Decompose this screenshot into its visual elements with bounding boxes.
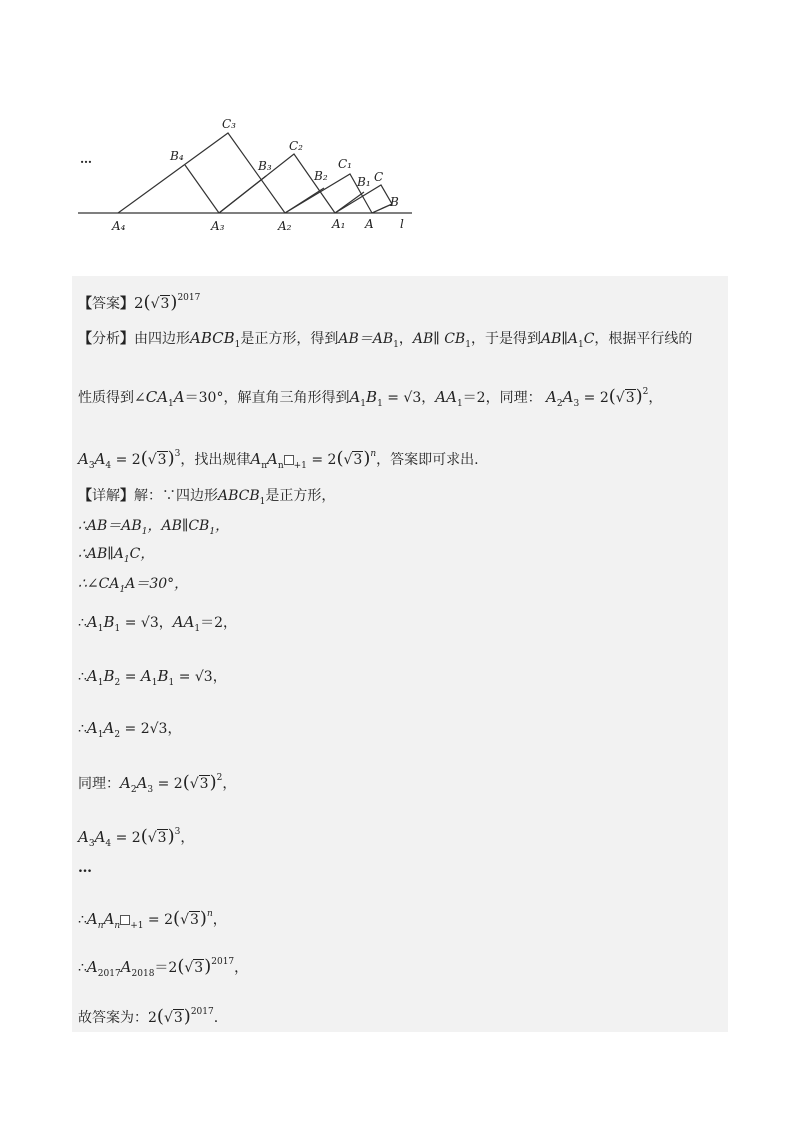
triangle-a4-c3-a3: [118, 133, 285, 213]
label-b2: B₂: [314, 169, 328, 183]
detail-line-8: 同理：$A_2A_3 = 2(√3)^2$，: [78, 772, 237, 795]
label-b1: B₁: [357, 175, 371, 189]
detail-line-4: $\therefore\angle CA_1A=30^\circ$，: [78, 576, 189, 595]
label-a1: A₁: [332, 217, 346, 231]
label-a3: A₃: [211, 219, 225, 233]
detail-line-3: $\therefore AB\parallel A_1C$，: [78, 546, 155, 565]
label-c3: C₃: [222, 117, 236, 131]
label-a4: A₄: [112, 219, 126, 233]
analysis-line-2: 性质得到$\angle CA_1A=30^\circ$，解直角三角形得到$A_1B_1 = √3$，$AA_1=2$，同理： $A_2A_3 = 2(√3)^2$，: [78, 386, 663, 409]
detail-line-7: $\therefore A_1A_2 = 2√3$，: [78, 719, 182, 740]
geometry-figure: [72, 108, 432, 238]
detail-line-5: $\therefore A_1B_1 = √3$，$AA_1=2$，: [78, 613, 238, 634]
detail-line-2: $\therefore AB=AB_1$，$AB\parallel CB_1$，: [78, 518, 230, 537]
segment-b-a: [372, 204, 392, 213]
detail-line-6: $\therefore A_1B_2 = A_1B_1 = √3$，: [78, 667, 227, 688]
analysis-line-3: $A_3A_4 = 2(√3)^3$，找出规律$A_nA_n$ $_{+1} = 2(√3)^n$，答案即可求出.: [78, 448, 479, 471]
label-c1: C₁: [338, 157, 352, 171]
ellipsis-mark: …: [80, 152, 92, 166]
detail-line-11: $\therefore A_nA_n$ $_{+1} = 2(√3)^n$，: [78, 908, 227, 931]
label-a2: A₂: [278, 219, 292, 233]
detail-line-13: 故答案为：$2(√3)^{2017}$.: [78, 1006, 219, 1027]
solution-panel: [72, 276, 728, 1032]
answer-line: 【答案】$2(√3)^{2017}$: [78, 292, 201, 313]
label-l: l: [400, 217, 404, 231]
detail-line-9: $A_3A_4 = 2(√3)^3$，: [78, 826, 195, 849]
detail-line-12: $\therefore A_{2017}A_{2018}=2(√3)^{2017}$，: [78, 956, 249, 979]
detail-line-1: 【详解】解：∵四边形$ABCB_1$是正方形，: [78, 488, 336, 507]
detail-line-10: …: [78, 860, 93, 876]
label-b: B: [390, 195, 399, 209]
segment-b4-a3: [185, 165, 219, 213]
label-c: C: [374, 170, 384, 184]
label-b4: B₄: [170, 149, 184, 163]
label-c2: C₂: [289, 139, 303, 153]
triangle-a3-c2-a2: [219, 154, 335, 213]
analysis-line-1: 【分析】由四边形$ABCB_1$是正方形，得到$AB=AB_1$，AB∥ $CB_1$，于是得到$AB\parallel A_1C$，根据平行线的: [78, 329, 693, 350]
placeholder-box: [284, 455, 294, 465]
placeholder-box: [120, 915, 130, 925]
label-a: A: [365, 217, 374, 231]
label-b3: B₃: [258, 159, 272, 173]
